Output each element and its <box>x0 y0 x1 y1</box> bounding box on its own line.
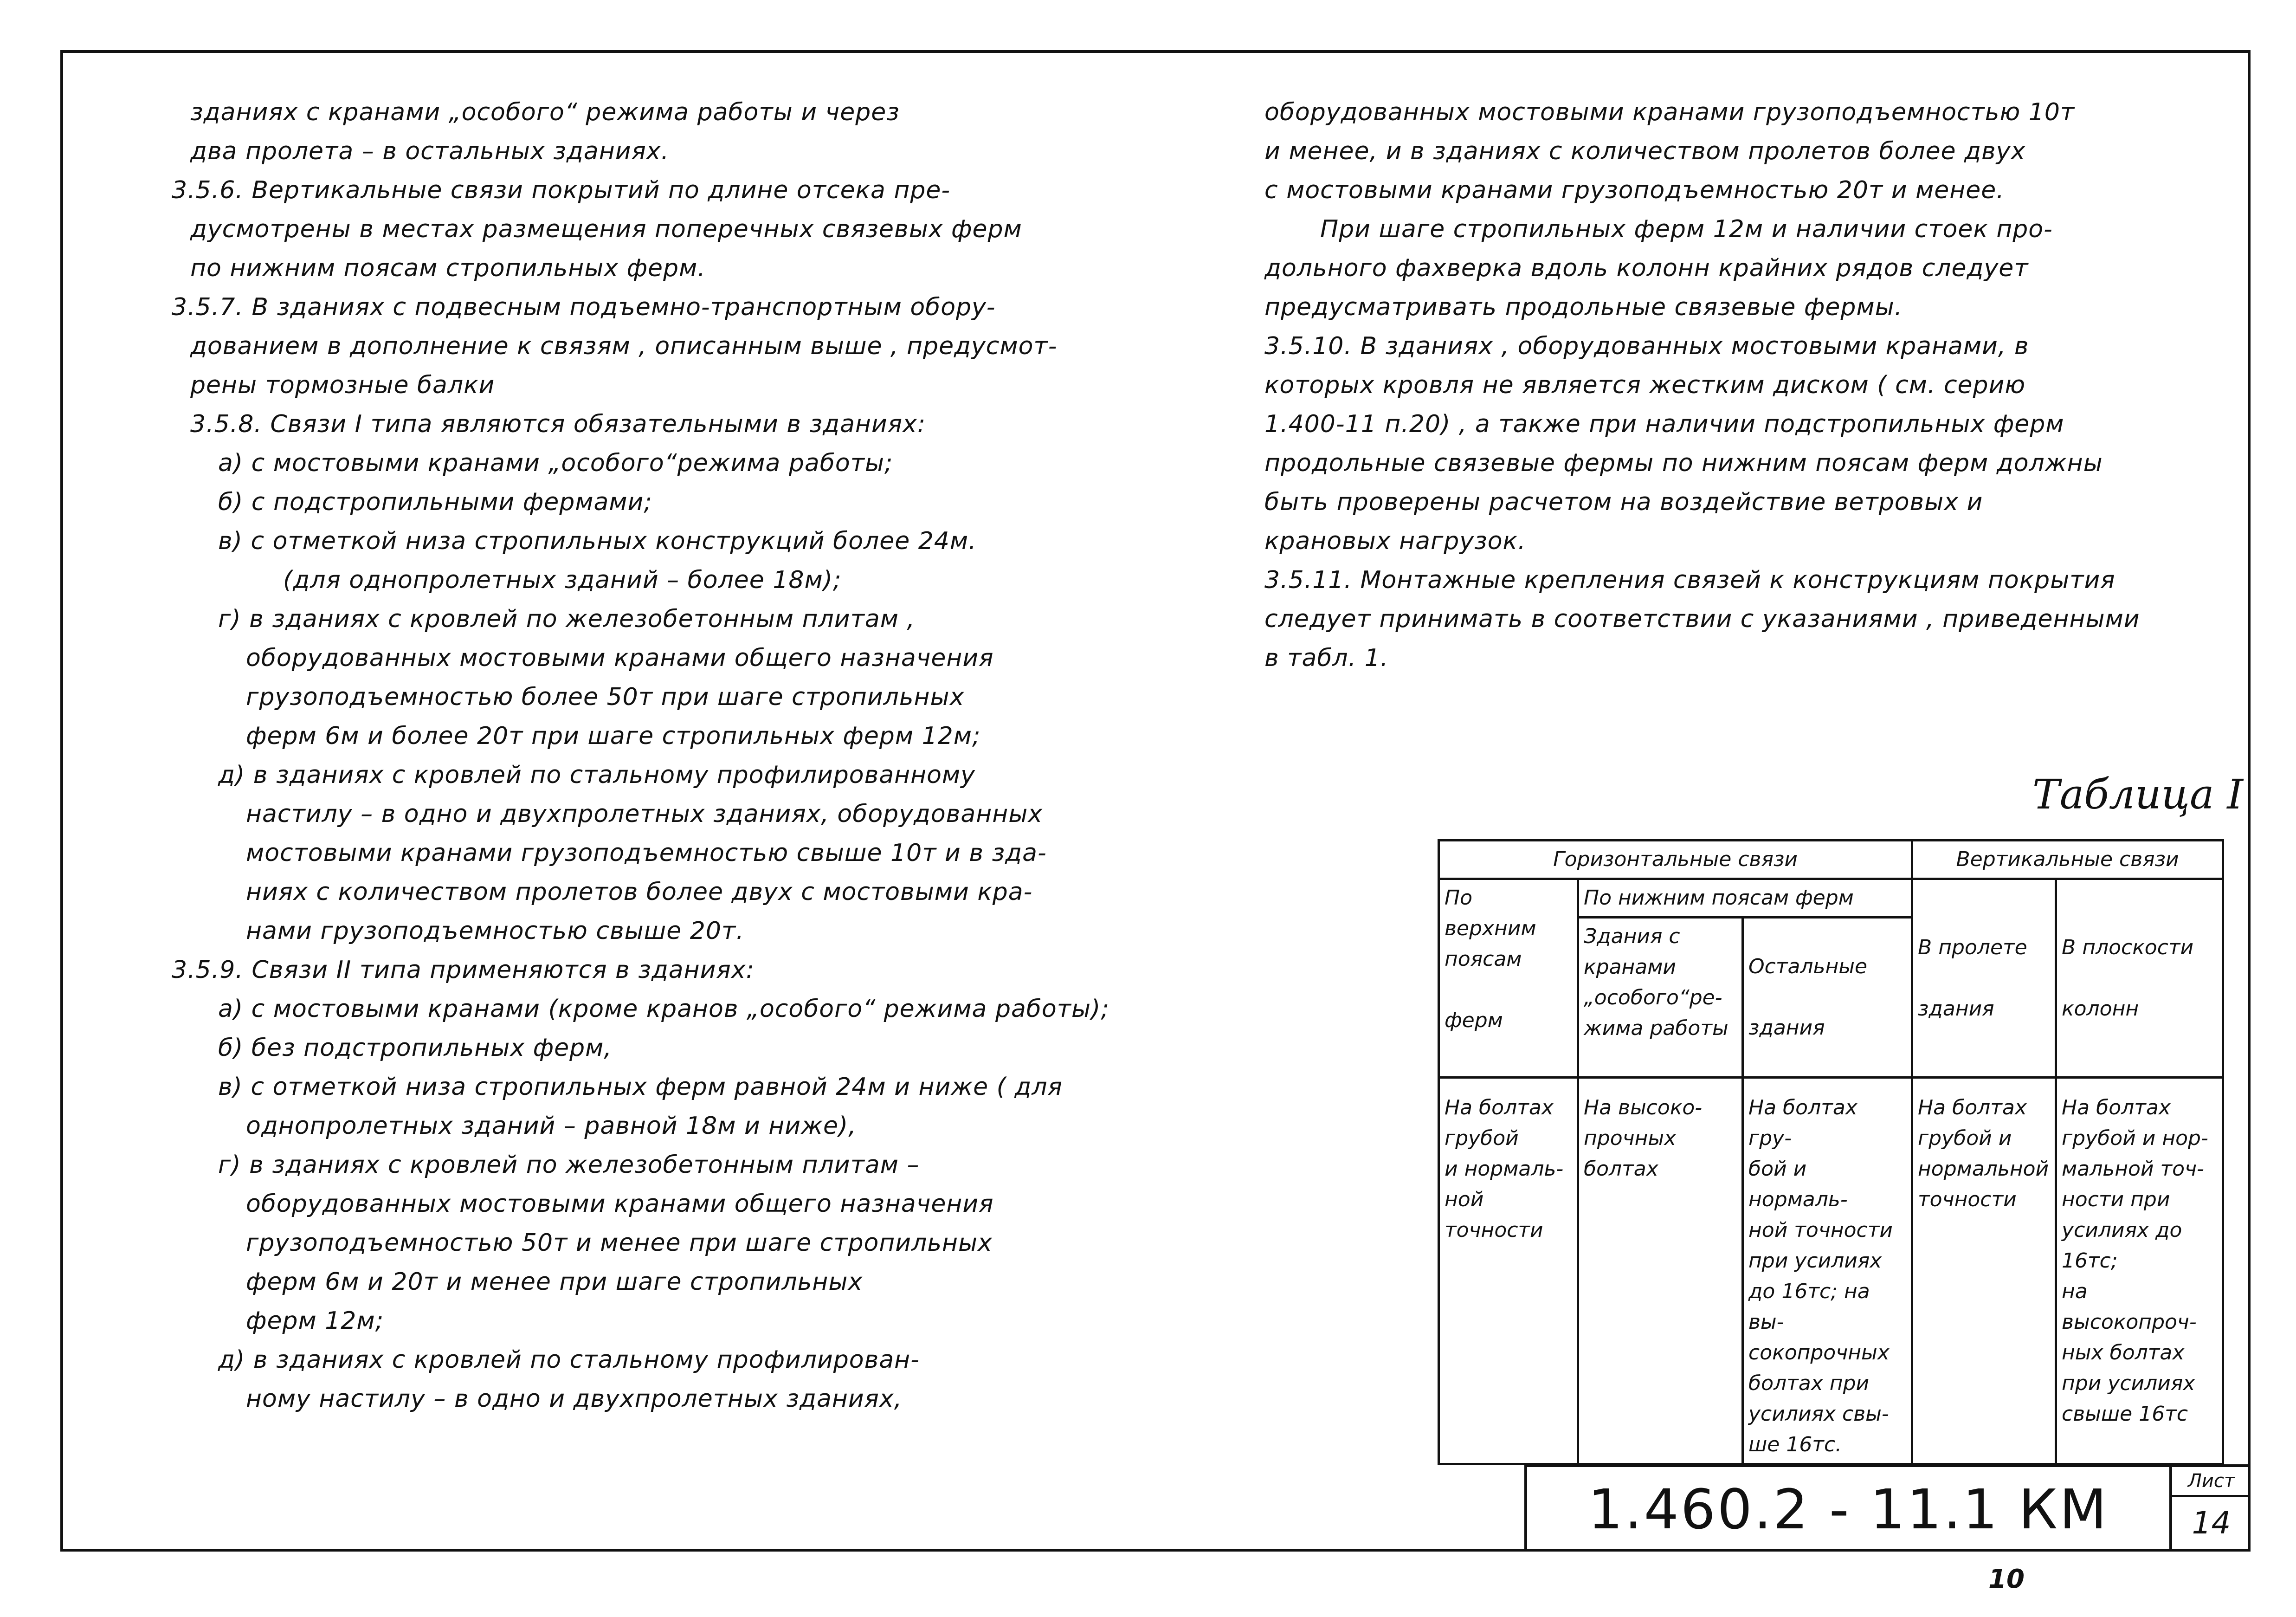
header-in-span: В пролете здания <box>1912 879 2056 1078</box>
sheet-number-box <box>2169 1464 2251 1552</box>
left-text-column <box>172 93 1118 1418</box>
text-line: грузоподъемностью более 50т при шаге стропильных <box>246 683 965 711</box>
cell-other-buildings: На болтах гру- бой и нормаль- ной точности при усилиях до 16тс; на вы- сокопрочных болтах при усилиях свы- ше 16тс. <box>1743 1078 1912 1464</box>
text-line: следует принимать в соответствии с указаниями , приведенными <box>1264 605 2140 633</box>
page-number: 10 <box>1988 1564 2025 1594</box>
text-line: рены тормозные балки <box>190 371 495 399</box>
text-line: однопролетных зданий – равной 18м и ниже), <box>246 1112 857 1140</box>
text-line: ферм 6м и 20т и менее при шаге стропильных <box>246 1268 863 1296</box>
list-item: а) с мостовыми кранами (кроме кранов „особого“ режима работы); <box>218 995 1109 1023</box>
header-vertical-connections: Вертикальные связи <box>1912 841 2223 879</box>
text-line: 1.400-11 п.20) , а также при наличии подстропильных ферм <box>1264 410 2064 438</box>
clause-3-5-8: 3.5.8. Связи I типа являются обязательными в зданиях: <box>190 410 926 438</box>
sheet-label: Лист <box>2172 1467 2251 1497</box>
text-line: ному настилу – в одно и двухпролетных зданиях, <box>246 1385 903 1413</box>
clause-3-5-7: 3.5.7. В зданиях с подвесным подъемно-транспортным обору- <box>172 293 996 321</box>
cell-in-span: На болтах грубой и нормальной точности <box>1912 1078 2056 1464</box>
header-bottom-chord: По нижним поясам ферм <box>1578 879 1912 918</box>
header-other-buildings: Остальные здания <box>1743 918 1912 1078</box>
cell-column-plane: На болтах грубой и нор- мальной точ- ности при усилиях до 16тс; на высокопроч- ных болтах при усилиях свыше 16тс <box>2056 1078 2223 1464</box>
text-line: предусматривать продольные связевые фермы. <box>1264 293 1903 321</box>
text-line: два пролета – в остальных зданиях. <box>190 137 670 165</box>
text-line: нами грузоподъемностью свыше 20т. <box>246 917 744 945</box>
text-line: При шаге стропильных ферм 12м и наличии стоек про- <box>1320 215 2053 243</box>
text-line: продольные связевые фермы по нижним поясам ферм должны <box>1264 449 2103 477</box>
list-item: д) в зданиях с кровлей по стальному профилирован- <box>218 1346 920 1374</box>
cell-special-crane: На высоко- прочных болтах <box>1578 1078 1743 1464</box>
text-line: мостовыми кранами грузоподъемностью свыше 10т и в зда- <box>246 839 1047 867</box>
clause-3-5-6: 3.5.6. Вертикальные связи покрытий по длине отсека пре- <box>172 176 951 204</box>
text-line: грузоподъемностью 50т и менее при шаге стропильных <box>246 1229 993 1257</box>
list-item: в) с отметкой низа стропильных конструкций более 24м. <box>218 527 977 555</box>
list-item: г) в зданиях с кровлей по железобетонным плитам , <box>218 605 916 633</box>
text-line: ниях с количеством пролетов более двух с мостовыми кра- <box>246 878 1033 906</box>
header-special-crane: Здания с кранами „особого“ре- жима работы <box>1578 918 1743 1078</box>
text-line: дованием в дополнение к связям , описанным выше , предусмот- <box>190 332 1058 360</box>
list-item: б) без подстропильных ферм, <box>218 1034 612 1062</box>
cell-top-chord: На болтах грубой и нормаль- ной точности <box>1439 1078 1578 1464</box>
header-horizontal-connections: Горизонтальные связи <box>1439 841 1912 879</box>
text-line: в табл. 1. <box>1264 644 1389 672</box>
clause-3-5-11: 3.5.11. Монтажные крепления связей к конструкциям покрытия <box>1264 566 2115 594</box>
clause-3-5-10: 3.5.10. В зданиях , оборудованных мостовыми кранами, в <box>1264 332 2029 360</box>
text-line: быть проверены расчетом на воздействие ветровых и <box>1264 488 1983 516</box>
list-item: а) с мостовыми кранами „особого“режима работы; <box>218 449 893 477</box>
title-block-designation: 1.460.2 - 11.1 КМ <box>1524 1464 2169 1552</box>
list-item: д) в зданиях с кровлей по стальному профилированному <box>218 761 975 789</box>
connections-table <box>1438 839 2224 1465</box>
list-item: б) с подстропильными фермами; <box>218 488 652 516</box>
text-line: зданиях с кранами „особого“ режима работы и через <box>190 98 900 126</box>
text-line: оборудованных мостовыми кранами общего назначения <box>246 644 994 672</box>
sheet-number: 14 <box>2192 1505 2231 1541</box>
text-line: крановых нагрузок. <box>1264 527 1526 555</box>
text-line: с мостовыми кранами грузоподъемностью 20т и менее. <box>1264 176 2005 204</box>
right-text-column <box>1264 93 2193 678</box>
text-line: настилу – в одно и двухпролетных зданиях, оборудованных <box>246 800 1043 828</box>
clause-3-5-9: 3.5.9. Связи II типа применяются в зданиях: <box>172 956 755 984</box>
text-line: по нижним поясам стропильных ферм. <box>190 254 706 282</box>
text-line: оборудованных мостовыми кранами общего назначения <box>246 1190 994 1218</box>
text-line: (для однопролетных зданий – более 18м); <box>283 566 842 594</box>
text-line: ферм 6м и более 20т при шаге стропильных ферм 12м; <box>246 722 981 750</box>
list-item: в) с отметкой низа стропильных ферм равной 24м и ниже ( для <box>218 1073 1063 1101</box>
list-item: г) в зданиях с кровлей по железобетонным плитам – <box>218 1151 920 1179</box>
header-top-chord: По верхним поясам ферм <box>1439 879 1578 1078</box>
text-line: и менее, и в зданиях с количеством пролетов более двух <box>1264 137 2026 165</box>
text-line: дольного фахверка вдоль колонн крайних рядов следует <box>1264 254 2029 282</box>
table-caption: Таблица I <box>2032 770 2244 818</box>
text-line: ферм 12м; <box>246 1307 384 1335</box>
header-column-plane: В плоскости колонн <box>2056 879 2223 1078</box>
text-line: оборудованных мостовыми кранами грузоподъемностью 10т <box>1264 98 2075 126</box>
text-line: которых кровля не является жестким диском ( см. серию <box>1264 371 2026 399</box>
text-line: дусмотрены в местах размещения поперечных связевых ферм <box>190 215 1022 243</box>
